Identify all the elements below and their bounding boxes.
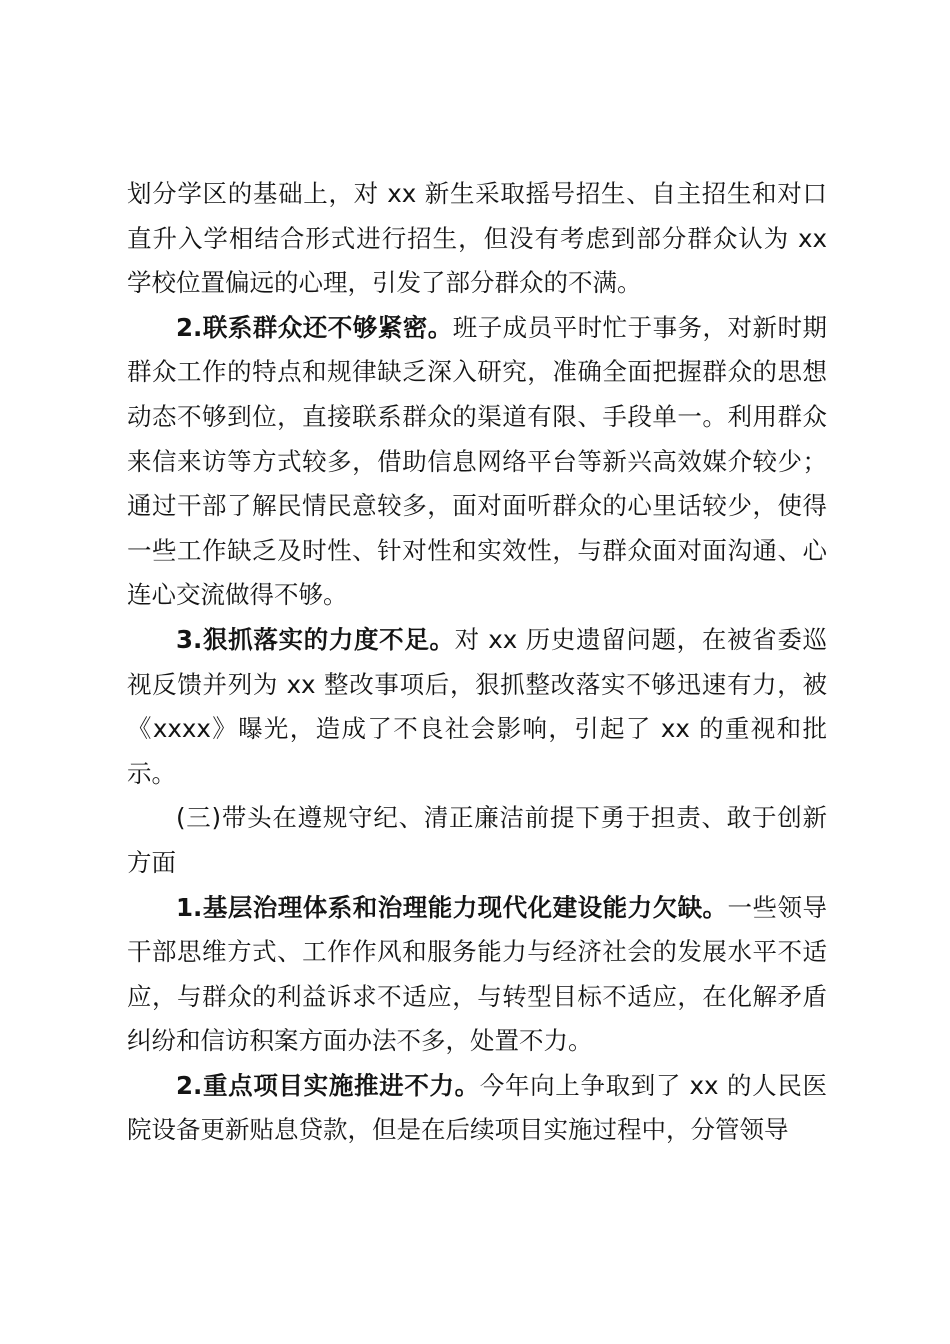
paragraph-text: 划分学区的基础上，对 xx 新生采取摇号招生、自主招生和对口直升入学相结合形式进行招生，但没有考虑到部分群众认为 xx 学校位置偏远的心理，引发了部分群众的不满。	[127, 179, 827, 298]
paragraph-text: 今年向上争取到了 xx 的人民医院设备更新贴息贷款，但是在后续项目实施过程中，分管领导	[127, 1070, 827, 1145]
paragraph-key-projects	[127, 1064, 827, 1153]
paragraph-heading: 3.狠抓落实的力度不足。	[176, 624, 455, 654]
section-heading	[127, 796, 827, 885]
paragraph-heading: 2.重点项目实施推进不力。	[176, 1070, 480, 1100]
paragraph-text: 对 xx 历史遗留问题，在被省委巡视反馈并列为 xx 整改事项后，狠抓整改落实不够迅速有力，被《xxxx》曝光，造成了不良社会影响，引起了 xx 的重视和批示。	[127, 624, 827, 788]
document-body	[127, 172, 827, 1153]
paragraph-governance	[127, 886, 827, 1064]
paragraph-heading: 1.基层治理体系和治理能力现代化建设能力欠缺。	[176, 892, 728, 922]
paragraph-text: 班子成员平时忙于事务，对新时期群众工作的特点和规律缺乏深入研究，准确全面把握群众的思想动态不够到位，直接联系群众的渠道有限、手段单一。利用群众来信来访等方式较多，借助信息网络平台等新兴高效媒介较少；通过干部了解民情民意较多，面对面听群众的心里话较少，使得一些工作缺乏及时性、针对性和实效性，与群众面对面沟通、心连心交流做得不够。	[127, 312, 828, 610]
paragraph-continuation	[127, 172, 827, 306]
paragraph-implementation	[127, 618, 827, 796]
paragraph-text: 一些领导干部思维方式、工作作风和服务能力与经济社会的发展水平不适应，与群众的利益诉求不适应，与转型目标不适应，在化解矛盾纠纷和信访积案方面办法不多，处置不力。	[127, 892, 828, 1056]
paragraph-heading: 2.联系群众还不够紧密。	[176, 312, 453, 342]
paragraph-contact-masses	[127, 306, 827, 618]
section-heading-text: (三)带头在遵规守纪、清正廉洁前提下勇于担责、敢于创新方面	[127, 803, 827, 877]
